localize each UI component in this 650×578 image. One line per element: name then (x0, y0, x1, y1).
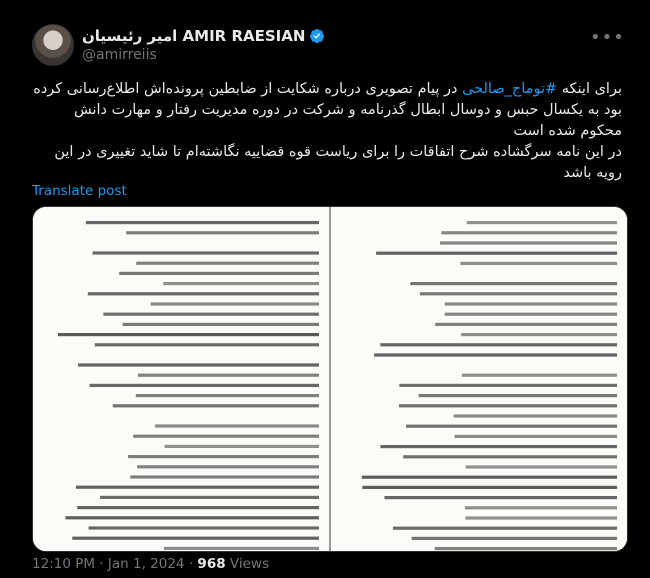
letter-text-line (163, 282, 319, 285)
document-scan-icon (331, 207, 627, 551)
letter-text-line (380, 445, 617, 448)
letter-text-line (374, 353, 617, 356)
letter-text-line (95, 343, 319, 346)
letter-text-line (133, 435, 319, 438)
letter-text-line (155, 424, 319, 427)
hashtag-link[interactable]: #توماج_صالحی (462, 81, 558, 97)
letter-text-line (399, 404, 617, 407)
letter-text-line (138, 374, 319, 377)
letter-text-line (119, 272, 319, 275)
tweet-time[interactable]: 12:10 PM (32, 556, 95, 572)
verified-badge-icon (309, 28, 325, 44)
tweet-meta (32, 556, 269, 572)
author-name-row (82, 27, 325, 45)
letter-text-line (130, 475, 319, 478)
letter-text-line (419, 394, 617, 397)
translate-post-link[interactable]: Translate post (32, 183, 127, 199)
views-count: 968 (197, 556, 226, 572)
meta-separator: · (188, 556, 194, 572)
tweet-text-after-hashtag: در پیام تصویری درباره شکایت از ضابطین پرونده‌اش اطلاع‌رسانی کرده بود به یکسال حبس و دوسال ابطال گذرنامه و شرکت در دوره مدیریت رفتار و مهارت دانش محکوم شده است (33, 81, 622, 139)
letter-text-line (460, 262, 617, 265)
letter-text-line (164, 547, 319, 550)
letter-text-line (454, 414, 617, 417)
letter-text-line (113, 404, 319, 407)
letter-text-line (65, 516, 319, 519)
author-handle[interactable]: @amirreiis (82, 47, 157, 63)
letter-text-line (128, 455, 319, 458)
views-label: Views (229, 556, 269, 572)
letter-text-line (445, 302, 617, 305)
letter-text-line (362, 486, 617, 489)
meta-separator: · (99, 556, 104, 572)
letter-text-line (376, 252, 617, 255)
tweet-text-before-hashtag: برای اینکه (557, 81, 622, 97)
letter-text-line (461, 333, 617, 336)
letter-text-line (393, 527, 617, 530)
letter-text-line (126, 231, 319, 234)
letter-text-line (88, 292, 319, 295)
letter-text-line (435, 547, 617, 550)
letter-text-line (78, 363, 319, 366)
avatar[interactable] (32, 24, 74, 66)
letter-text-line (151, 302, 319, 305)
letter-text-line (399, 384, 617, 387)
letter-text-line (93, 251, 319, 254)
letter-text-line (100, 496, 319, 499)
letter-text-line (445, 313, 617, 316)
letter-text-line (137, 465, 319, 468)
letter-text-line (420, 292, 617, 295)
letter-text-line (123, 323, 319, 326)
author-display-name[interactable]: امیر رئیسیان AMIR RAESIAN (82, 27, 306, 45)
tweet-paragraph-1 (32, 79, 622, 142)
letter-text-line (462, 374, 617, 377)
letter-text-line (435, 323, 617, 326)
letter-page-left (33, 207, 329, 551)
letter-text-line (136, 394, 319, 397)
letter-text-line (380, 343, 617, 346)
tweet-paragraph-2: در این نامه سرگشاده شرح اتفاقات را برای ریاست قوه قضاییه نگاشته‌ام تا شاید تغییری در این رویه باشد (54, 144, 622, 181)
letter-text-line (362, 476, 617, 479)
letter-page-right (331, 207, 627, 551)
letter-text-line (441, 231, 617, 234)
letter-text-line (77, 506, 319, 509)
letter-text-line (58, 333, 319, 336)
letter-text-line (384, 496, 617, 499)
document-scan-icon (33, 207, 329, 551)
media-attachment[interactable] (32, 206, 628, 552)
more-options-icon[interactable]: ••• (590, 27, 625, 48)
letter-text-line (403, 455, 617, 458)
letter-text-line (467, 221, 617, 224)
tweet-text (32, 79, 622, 184)
letter-text-line (455, 435, 617, 438)
letter-text-line (103, 313, 319, 316)
letter-text-line (86, 221, 319, 224)
tweet-date[interactable]: Jan 1, 2024 (107, 556, 185, 572)
letter-text-line (76, 486, 319, 489)
letter-text-line (89, 526, 319, 529)
letter-text-line (465, 506, 617, 509)
letter-text-line (90, 384, 319, 387)
letter-text-line (406, 425, 617, 428)
letter-text-line (165, 445, 319, 448)
letter-text-line (412, 537, 617, 540)
letter-text-line (440, 241, 617, 244)
letter-text-line (72, 537, 319, 540)
letter-text-line (466, 465, 617, 468)
letter-text-line (465, 516, 617, 519)
letter-text-line (410, 282, 617, 285)
letter-text-line (136, 262, 319, 265)
